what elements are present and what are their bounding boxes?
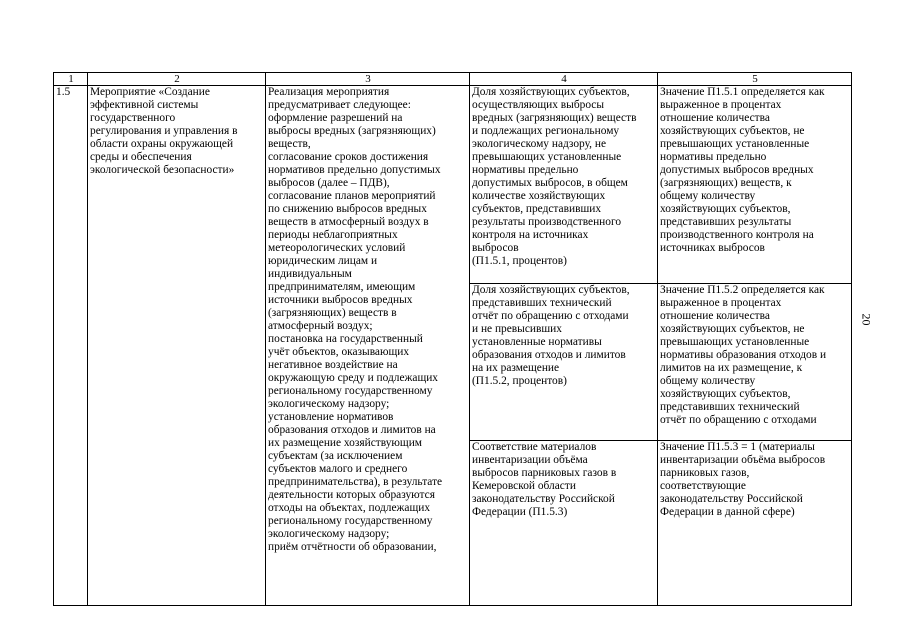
indicator-text-2: Доля хозяйствующих субъектов, представивших технический отчёт по обращению с отходами и не превысивших установленные нормативы образования отходов и лимитов на их размещение (П1.5.2, процентов) [472,284,630,387]
indicator-cell-1 [470,86,658,284]
activity-text: Мероприятие «Создание эффективной системы государственного регулирования и управления в области охраны окружающей среды и обеспечения экологической безопасности» [90,86,238,176]
header-row [54,73,852,86]
header-cell-4: 4 [470,73,658,86]
method-cell-1 [658,86,852,284]
indicator-text-3: Соответствие материалов инвентаризации объёма выбросов парниковых газов в Кемеровской области законодательству Российской Федерации (П1.5.3) [472,441,617,518]
description-text: Реализация мероприятия предусматривает следующее: оформление разрешений на выбросы вредных (загрязняющих) веществ, согласование сроков достижения нормативов предельно допустимых выбросов (далее – ПДВ), согласование планов мероприятий по снижению выбросов вредных веществ в атмосферный воздух в периоды неблагоприятных метеорологических условий юридическим лицам и индивидуальным предпринимателям, имеющим источники выбросов вредных (загрязняющих) веществ в атмосферный воздух; постановка на государственный учёт объектов, оказывающих негативное воздействие на окружающую среду и подлежащих региональному государственному экологическому надзору; установление нормативов образования отходов и лимитов на их размещение хозяйствующим субъектам (за исключением субъектов малого и среднего предпринимательства), в результате деятельности которых образуются отходы на объектах, подлежащих региональному государственному экологическому надзору; приём отчётности об образовании, [268,86,443,553]
row-number [54,86,88,606]
program-table [53,72,852,606]
indicator-text-1: Доля хозяйствующих субъектов, осуществляющих выбросы вредных (загрязняющих) веществ и подлежащих региональному экологическому надзору, не превышающих установленные нормативы предельно допустимых выбросов, в общем количестве хозяйствующих субъектов, представивших результаты производственного контроля на источниках выбросов (П1.5.1, процентов) [472,86,637,267]
table-row [54,86,852,284]
method-cell-2 [658,284,852,441]
header-cell-1: 1 [54,73,88,86]
header-cell-5: 5 [658,73,852,86]
description-cell [266,86,470,606]
indicator-cell-2 [470,284,658,441]
header-cell-3: 3 [266,73,470,86]
header-cell-2: 2 [88,73,266,86]
method-text-2: Значение П1.5.2 определяется как выраженное в процентах отношение количества хозяйствующих субъектов, не превышающих установленные нормативы образования отходов и лимитов на их размещение, к общему количеству хозяйствующих субъектов, представивших технический отчёт по обращению с отходами [660,284,827,426]
row-number-text: 1.5 [56,86,71,98]
page-number: 20 [859,313,874,326]
activity-cell [88,86,266,606]
method-text-3: Значение П1.5.3 = 1 (материалы инвентаризации объёма выбросов парниковых газов, соответствующие законодательству Российской Федерации в данной сфере) [660,441,826,518]
indicator-cell-3 [470,441,658,606]
method-cell-3 [658,441,852,606]
method-text-1: Значение П1.5.1 определяется как выраженное в процентах отношение количества хозяйствующих субъектов, не превышающих установленные нормативы предельно допустимых выбросов вредных (загрязняющих) веществ, к общему количеству хозяйствующих субъектов, представивших результаты производственного контроля на источниках выбросов [660,86,825,254]
